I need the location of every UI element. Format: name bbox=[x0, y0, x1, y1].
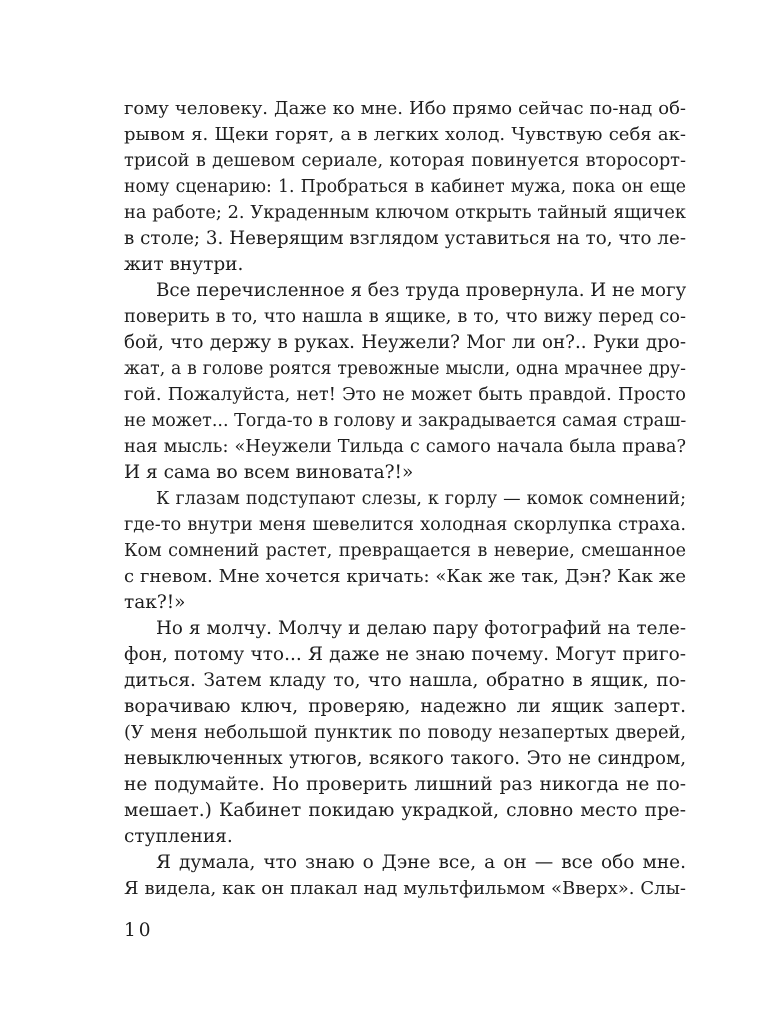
paragraph-5 bbox=[124, 850, 686, 902]
text-line: бой, что держу в руках. Неужели? Мог ли он?.. Руки дро- bbox=[124, 332, 686, 353]
text-line: Все перечисленное я без труда провернула. И не могу bbox=[156, 280, 687, 301]
text-line: не подумайте. Но проверить лишний раз никогда не по- bbox=[124, 774, 686, 795]
page-number: 10 bbox=[124, 920, 154, 941]
text-line: К глазам подступают слезы, к горлу — комок сомнений; bbox=[156, 489, 686, 509]
text-line: гой. Пожалуйста, нет! Это не может быть правдой. Просто bbox=[124, 385, 686, 405]
paragraph-3 bbox=[124, 486, 686, 616]
paragraph-1 bbox=[124, 96, 686, 278]
text-line: где-то внутри меня шевелится холодная скорлупка страха. bbox=[124, 515, 686, 535]
text-line: гому человеку. Даже ко мне. Ибо прямо сейчас по-над об- bbox=[124, 98, 686, 119]
text-line: ная мысль: «Неужели Тильда с самого начала была права? bbox=[124, 437, 686, 457]
paragraph-2 bbox=[124, 278, 686, 486]
text-line: на работе; 2. Украденным ключом открыть тайный ящичек bbox=[124, 203, 686, 223]
text-line: ному сценарию: 1. Пробраться в кабинет мужа, пока он еще bbox=[124, 177, 686, 197]
text-line: невыключенных утюгов, всякого такого. Это не синдром, bbox=[124, 748, 686, 769]
text-line: Ком сомнений растет, превращается в неверие, смешанное bbox=[124, 541, 686, 561]
text-line: мешает.) Кабинет покидаю украдкой, словно место пре- bbox=[124, 800, 686, 821]
text-line: рывом я. Щеки горят, а в легких холод. Чувствую себя ак- bbox=[124, 124, 686, 145]
text-line: трисой в дешевом сериале, которая повинуется второсорт- bbox=[124, 151, 686, 171]
text-line: так?!» bbox=[124, 592, 186, 613]
text-line: не может... Тогда-то в голову и закрадывается самая страш- bbox=[124, 411, 687, 431]
text-line: диться. Затем кладу то, что нашла, обратно в ящик, по- bbox=[124, 670, 686, 691]
paragraph-4 bbox=[124, 616, 686, 850]
text-line: фон, потому что... Я даже не знаю почему. Могут приго- bbox=[124, 644, 686, 665]
text-line: Я думала, что знаю о Дэне все, а он — все обо мне. bbox=[156, 852, 686, 873]
body-text bbox=[124, 96, 686, 902]
text-line: ворачиваю ключ, проверяю, надежно ли ящик заперт. bbox=[124, 696, 686, 717]
text-line: Но я молчу. Молчу и делаю пару фотографий на теле- bbox=[156, 618, 686, 639]
text-line: жит внутри. bbox=[124, 254, 244, 275]
text-line: жат, а в голове роятся тревожные мысли, одна мрачнее дру- bbox=[124, 359, 686, 379]
text-line: в столе; 3. Неверящим взглядом уставиться на то, что ле- bbox=[124, 228, 686, 249]
text-line: ступления. bbox=[124, 826, 233, 847]
text-line: поверить в то, что нашла в ящике, в то, что вижу перед со- bbox=[124, 307, 686, 327]
text-line: с гневом. Мне хочется кричать: «Как же так, Дэн? Как же bbox=[124, 566, 686, 587]
text-line: И я сама во всем виновата?!» bbox=[124, 462, 414, 483]
text-line: (У меня небольшой пунктик по поводу незапертых дверей, bbox=[124, 723, 686, 743]
text-line: Я видела, как он плакал над мультфильмом «Вверх». Слы- bbox=[124, 878, 686, 899]
